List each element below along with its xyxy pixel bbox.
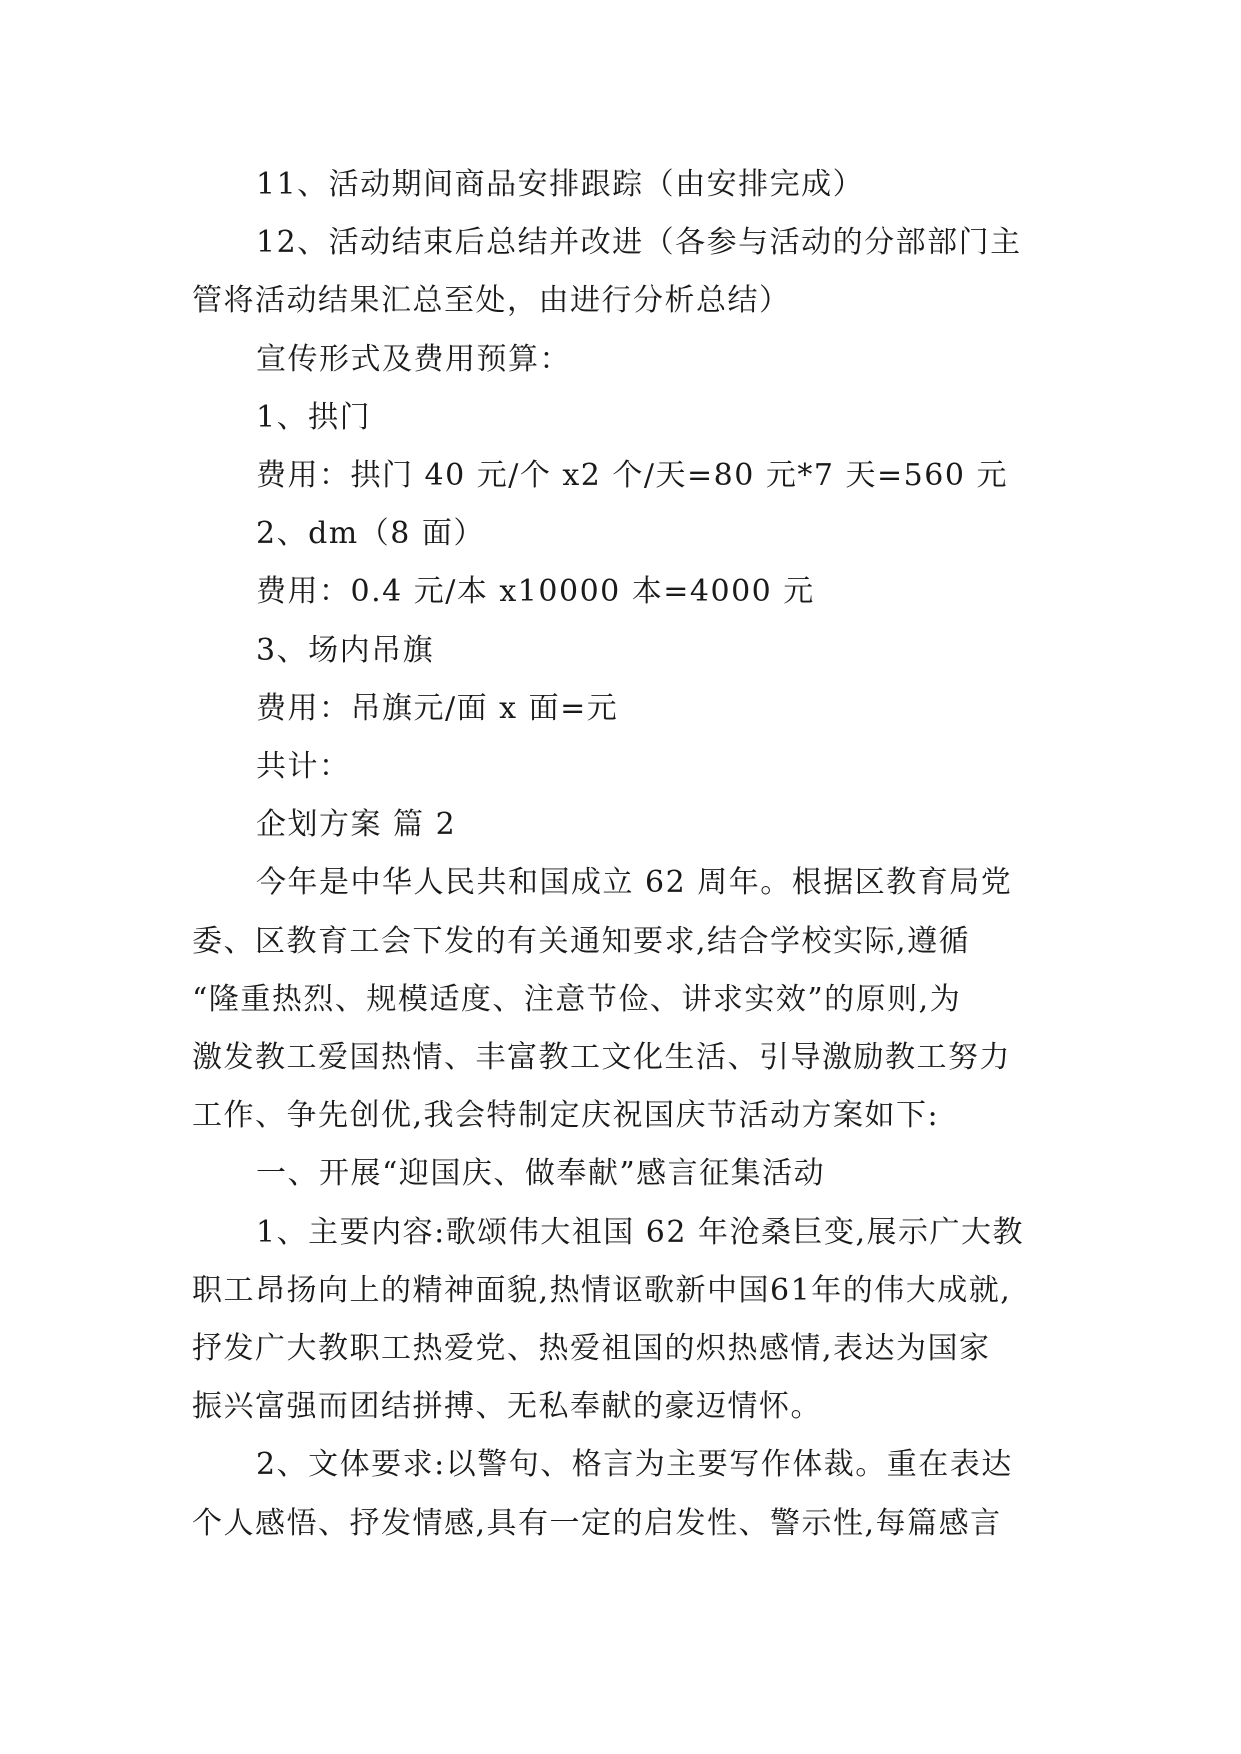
text-line: 管将活动结果汇总至处，由进行分析总结） bbox=[192, 283, 791, 319]
paragraph-flags bbox=[192, 622, 1048, 680]
text-line: 工作、争先创优,我会特制定庆祝国庆节活动方案如下: bbox=[192, 1098, 940, 1134]
text-line: 2、文体要求:以警句、格言为主要写作体裁。重在表达 bbox=[256, 1447, 1013, 1483]
paragraph-item-12 bbox=[192, 214, 1048, 330]
text-line: “隆重热烈、规模适度、注意节俭、讲求实效”的原则,为 bbox=[192, 981, 962, 1017]
paragraph-activity-heading bbox=[192, 1145, 1048, 1203]
text-line: 1、拱门 bbox=[256, 399, 372, 435]
text-line: 企划方案 篇 2 bbox=[256, 807, 457, 843]
text-line: 今年是中华人民共和国成立 62 周年。根据区教育局党 bbox=[256, 865, 1013, 901]
text-line: 1、主要内容:歌颂伟大祖国 62 年沧桑巨变,展示广大教 bbox=[256, 1214, 1024, 1250]
text-line: 共计： bbox=[256, 749, 351, 785]
paragraph-main-content bbox=[192, 1204, 1048, 1437]
text-line: 振兴富强而团结拼搏、无私奉献的豪迈情怀。 bbox=[192, 1389, 822, 1425]
paragraph-arch-cost bbox=[192, 447, 1048, 505]
text-line: 11、活动期间商品安排跟踪（由安排完成） bbox=[256, 167, 865, 202]
text-line: 抒发广大教职工热爱党、热爱祖国的炽热感情,表达为国家 bbox=[192, 1331, 991, 1367]
section-heading bbox=[192, 796, 1048, 854]
paragraph-total bbox=[192, 738, 1048, 796]
paragraph-item-11 bbox=[192, 156, 1048, 214]
text-line: 激发教工爱国热情、丰富教工文化生活、引导激励教工努力 bbox=[192, 1040, 1011, 1076]
text-line: 职工昂扬向上的精神面貌,热情讴歌新中国61年的伟大成就, bbox=[192, 1272, 1012, 1308]
text-line: 2、dm（8 面） bbox=[256, 516, 485, 552]
text-line: 宣传形式及费用预算： bbox=[256, 341, 571, 377]
paragraph-budget-heading bbox=[192, 331, 1048, 389]
text-line: 3、场内吊旗 bbox=[256, 632, 435, 668]
text-line: 费用：0.4 元/本 x10000 本=4000 元 bbox=[256, 574, 815, 610]
paragraph-style-requirements bbox=[192, 1436, 1048, 1552]
paragraph-intro bbox=[192, 854, 1048, 1145]
text-line: 个人感悟、抒发情感,具有一定的启发性、警示性,每篇感言 bbox=[192, 1505, 1002, 1541]
paragraph-arch bbox=[192, 389, 1048, 447]
text-line: 费用：拱门 40 元/个 x2 个/天=80 元*7 天=560 元 bbox=[256, 458, 1008, 494]
paragraph-flags-cost bbox=[192, 680, 1048, 738]
paragraph-dm bbox=[192, 505, 1048, 563]
document-body bbox=[192, 156, 1048, 1553]
paragraph-dm-cost bbox=[192, 563, 1048, 621]
text-line: 委、区教育工会下发的有关通知要求,结合学校实际,遵循 bbox=[192, 923, 971, 959]
text-line: 费用：吊旗元/面 x 面=元 bbox=[256, 690, 619, 726]
text-line: 12、活动结束后总结并改进（各参与活动的分部部门主 bbox=[256, 225, 1022, 261]
text-line: 一、开展“迎国庆、做奉献”感言征集活动 bbox=[256, 1156, 826, 1192]
